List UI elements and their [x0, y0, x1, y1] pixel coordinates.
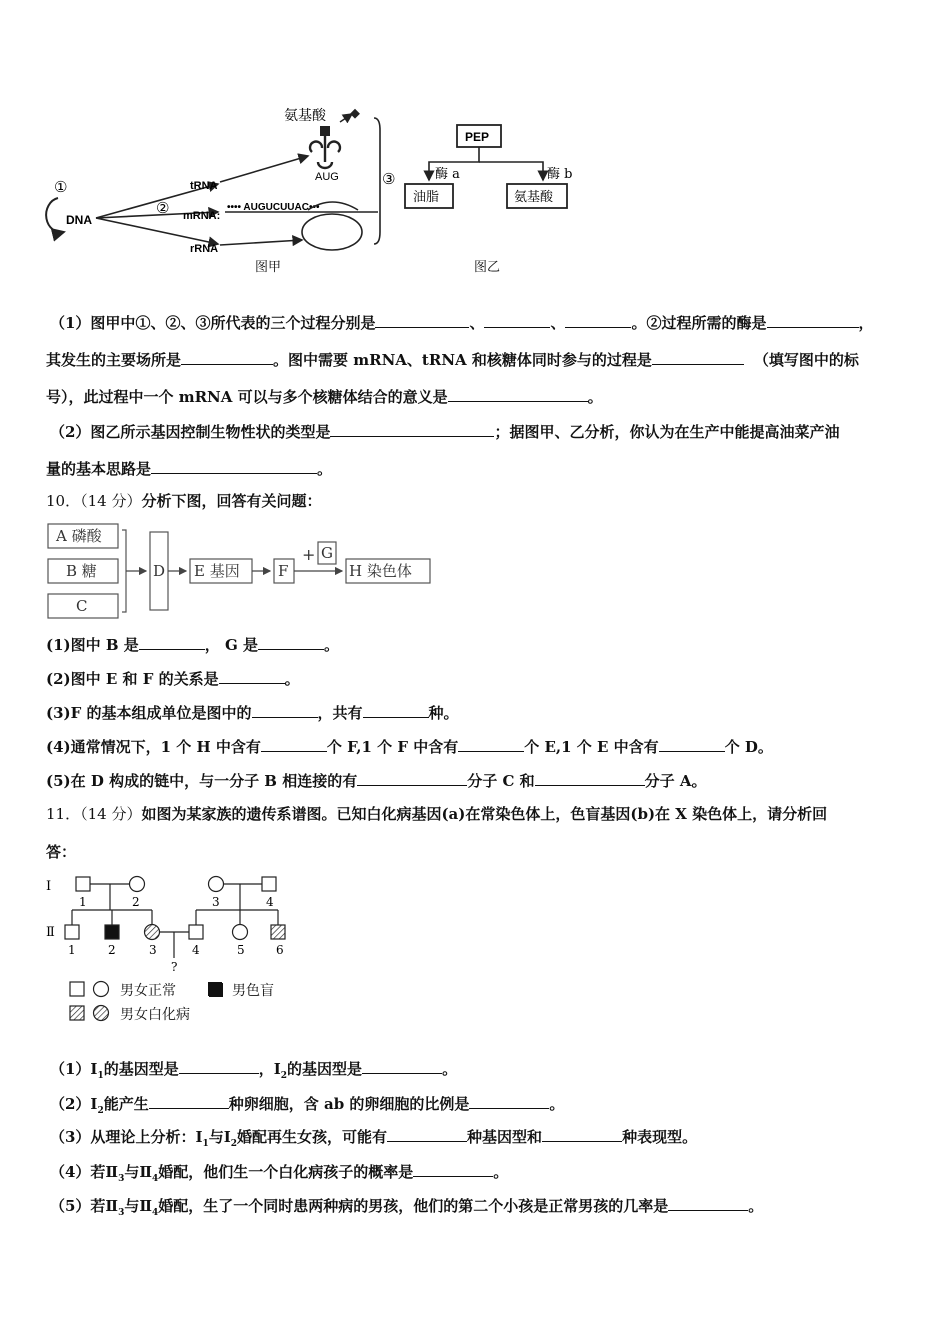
amino-arrow [340, 114, 352, 122]
label-II-1: 1 [68, 943, 76, 957]
step-2-label: ② [156, 199, 170, 217]
label-I-3: 3 [212, 895, 220, 909]
box-f-label: F [278, 562, 289, 580]
box-d-label: D [153, 562, 166, 580]
process-3-bracket [374, 118, 380, 244]
q11-s2: $(2)Ⅰ_2$能产生 种卵细胞，含 ab 的卵细胞的比例是 。 [50, 1095, 565, 1116]
pedigree-I-2 [130, 877, 145, 892]
replication-arrow [46, 198, 64, 232]
legend-colorblind-text: 男色盲 [232, 983, 274, 999]
q9-line-4: （2）图乙所示基因控制生物性状的类型是 ；据图甲、乙分析，你认为在生产中能提高油菜产油 [50, 423, 840, 441]
pedigree-II-5 [233, 925, 248, 940]
pedigree-chart [44, 868, 304, 978]
pedigree-II-6 [271, 925, 285, 939]
figure-yi [395, 118, 595, 218]
label-II-4: 4 [192, 943, 200, 957]
plus-sign: + [302, 545, 316, 564]
label-II-3: 3 [149, 943, 157, 957]
q10-s3: (3)F 的基本组成单位是图中的 ，共有 种。 [46, 704, 459, 722]
arrow-to-amino [479, 162, 543, 180]
trna-shape [310, 126, 340, 168]
figure-yi-caption: 图乙 [474, 260, 501, 275]
aug-label: AUG [315, 171, 339, 183]
q11-stem: 11．（14 分）如图为某家族的遗传系谱图。已知白化病基因(a)在常染色体上，色盲基因(b)在 X 染色体上，请分析回 [46, 805, 828, 823]
box-a-label: A 磷酸 [56, 527, 102, 545]
rrna-label: rRNA [190, 243, 219, 255]
box-c-label: C [76, 597, 88, 615]
q10-s4: (4)通常情况下，1 个 H 中含有 个 F,1 个 F 中含有 个 E,1 个 E 中含有 个 D。 [46, 738, 773, 756]
q11-s1: $(1)Ⅰ_1$的基因型是 ，$Ⅰ_2$的基因型是 。 [50, 1060, 458, 1081]
q9-line-3: 号），此过程中一个 mRNA 可以与多个核糖体结合的意义是 。 [46, 388, 603, 406]
q9-line-5: 量的基本思路是 。 [46, 460, 333, 478]
pedigree-II-4 [189, 925, 203, 939]
q10-stem: 10．（14 分）分析下图，回答有关问题： [46, 492, 322, 510]
label-I-4: 4 [266, 895, 274, 909]
legend-colorblind-male [208, 982, 224, 998]
box-h-label: H 染色体 [349, 562, 412, 580]
label-I-1: 1 [79, 895, 87, 909]
legend-albino-female [94, 1006, 109, 1021]
generation-1-label: Ⅰ [46, 879, 52, 894]
generation-2-label: Ⅱ [46, 925, 55, 940]
q10-s2: (2)图中 E 和 F 的关系是 。 [46, 670, 300, 688]
q10-s5: (5)在 D 构成的链中，与一分子 B 相连接的有 分子 C 和 分子 A。 [46, 772, 707, 790]
dna-label: DNA [66, 213, 92, 227]
abc-bracket [122, 530, 126, 612]
box-e-label: E 基因 [194, 562, 240, 580]
step-1-label: ① [54, 178, 68, 196]
pedigree-I-4 [262, 877, 276, 891]
q9-line-1: （1）图甲中①、②、③所代表的三个过程分别是 、 、 。②过程所需的酶是 ， [50, 314, 874, 332]
arrow-to-trna-shape [220, 156, 308, 182]
legend-normal-text: 男女正常 [120, 983, 176, 999]
arrow-to-ribosome [220, 240, 302, 245]
label-II-6: 6 [276, 943, 284, 957]
mrna-sequence: •••• AUGUCUUAC••• [227, 202, 320, 213]
legend-normal-male [70, 982, 84, 996]
enzyme-a-label: 酶 a [435, 167, 460, 182]
legend-albino-male [70, 1006, 84, 1020]
pedigree-I-3 [209, 877, 224, 892]
pep-label: PEP [465, 130, 490, 144]
figure-jia [40, 100, 396, 275]
q10-s1: (1)图中 B 是 ， G 是 。 [46, 636, 340, 654]
figure-jia-caption: 图甲 [255, 260, 282, 275]
q11-s4: （4）若$Ⅱ_3$与$Ⅱ_4$婚配，他们生一个白化病孩子的概率是 。 [50, 1163, 509, 1184]
pedigree-II-3 [145, 925, 160, 940]
ribosome-large [302, 214, 362, 250]
q11-s3: （3）从理论上分析：$Ⅰ_1$与$Ⅰ_2$婚配再生女孩，可能有 种基因型和 种表现型。 [50, 1128, 698, 1149]
q9-line-2: 其发生的主要场所是 。图中需要 mRNA、tRNA 和核糖体同时参与的过程是 （填写图中的标 [46, 351, 859, 369]
enzyme-b-label: 酶 b [547, 167, 573, 182]
box-b-label: B 糖 [66, 562, 97, 580]
label-I-2: 2 [132, 895, 140, 909]
amino-acid-box-label: 氨基酸 [514, 190, 554, 205]
pedigree-I-1 [76, 877, 90, 891]
box-g-label: G [321, 544, 333, 562]
step-3-label: ③ [382, 170, 396, 188]
label-unknown-child: ? [171, 960, 178, 974]
pedigree-II-2 [105, 925, 119, 939]
q11-stem-2: 答： [46, 843, 77, 861]
oil-label: 油脂 [413, 190, 440, 205]
label-II-5: 5 [237, 943, 245, 957]
amino-acid-icon [350, 109, 360, 119]
legend-normal-female [94, 982, 109, 997]
q11-s5: （5）若$Ⅱ_3$与$Ⅱ_4$婚配，生了一个同时患两种病的男孩，他们的第二个小孩是正常男孩的几率是 。 [50, 1197, 764, 1218]
pedigree-II-1 [65, 925, 79, 939]
label-II-2: 2 [108, 943, 116, 957]
trna-label: tRNA [190, 180, 218, 192]
legend-albino-text: 男女白化病 [120, 1007, 190, 1023]
mrna-label: mRNA: [183, 210, 221, 222]
amino-acid-label: 氨基酸 [284, 108, 326, 124]
q10-diagram [44, 520, 434, 624]
